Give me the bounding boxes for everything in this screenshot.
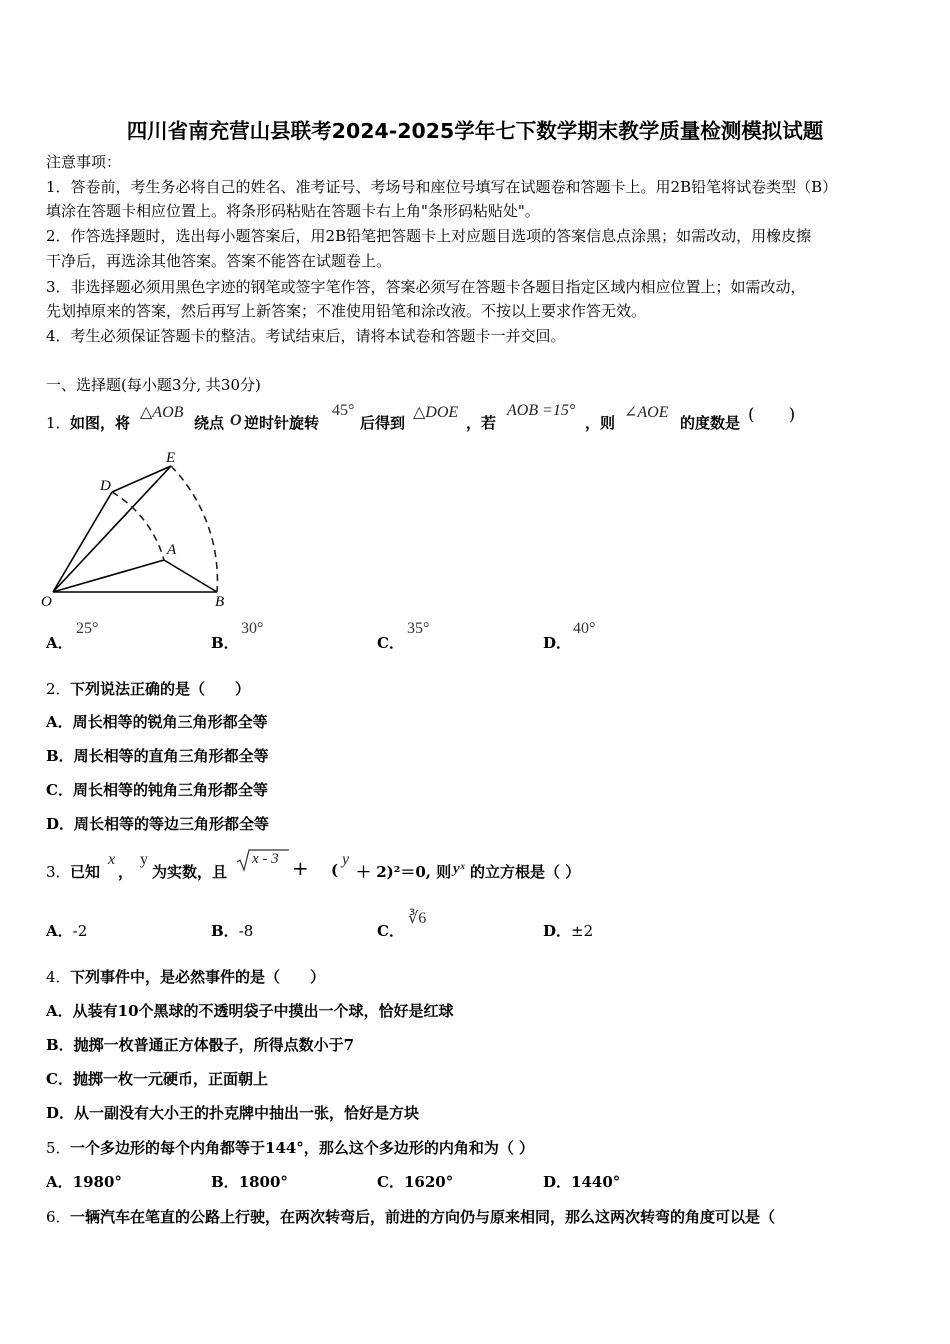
notice-line: 3．非选择题必须用黑色字迹的钢笔或签字笔作答，答案必须写在答题卡各题目指定区域内相应位置上；如需改动， bbox=[46, 278, 806, 296]
segment-oe bbox=[53, 466, 171, 592]
notice-line: 2．作答选择题时，选出每小题答案后，用2B铅笔把答题卡上对应题目选项的答案信息点涂黑；如需改动，用橡皮擦 bbox=[46, 227, 812, 245]
q1-math-given: AOB =15° bbox=[507, 402, 576, 419]
q1-text: 绕点 bbox=[194, 414, 225, 432]
q5-option-a[interactable]: A．1980° bbox=[46, 1173, 122, 1191]
q1-option-a[interactable]: A． bbox=[46, 634, 73, 652]
q3-var-y: y bbox=[140, 851, 148, 868]
q1-text: 如图，将 bbox=[70, 414, 131, 432]
q1-figure bbox=[38, 450, 238, 612]
q1-option-d[interactable]: D． bbox=[543, 634, 572, 652]
q4-option-d[interactable]: D．从一副没有大小王的扑克牌中抽出一张，恰好是方块 bbox=[46, 1104, 420, 1122]
notice-line: 1．答卷前，考生务必将自己的姓名、准考证号、考场号和座位号填写在试题卷和答题卡上。用2B铅笔将试卷类型（B） bbox=[46, 178, 838, 196]
q4-option-b[interactable]: B．抛掷一枚普通正方体骰子，所得点数小于7 bbox=[46, 1036, 355, 1054]
q6-number: 6． bbox=[46, 1208, 71, 1226]
q3-number: 3． bbox=[46, 863, 71, 881]
q1-text: ，则 bbox=[585, 414, 616, 432]
q1-option-b[interactable]: B． bbox=[211, 634, 239, 652]
q3-option-b[interactable]: B．-8 bbox=[211, 922, 254, 940]
q1-answer-paren: ( ) bbox=[748, 405, 796, 425]
q1-text: 逆时针旋转 bbox=[244, 414, 320, 432]
q1-option-a-value: 25° bbox=[76, 620, 99, 637]
q3-sqrt-radicand: x - 3 bbox=[252, 851, 279, 867]
q2-number: 2． bbox=[46, 680, 71, 698]
q5-option-c[interactable]: C．1620° bbox=[377, 1173, 454, 1191]
q3-option-d[interactable]: D．±2 bbox=[543, 922, 594, 940]
q3-option-c[interactable]: C． bbox=[377, 922, 404, 940]
q2-option-b[interactable]: B．周长相等的直角三角形都全等 bbox=[46, 747, 269, 765]
q2-option-c[interactable]: C．周长相等的钝角三角形都全等 bbox=[46, 781, 268, 799]
q2-option-d[interactable]: D．周长相等的等边三角形都全等 bbox=[46, 815, 270, 833]
q1-math-aoe: ∠AOE bbox=[624, 404, 669, 421]
segment-de bbox=[112, 466, 171, 492]
q3-var-x: x bbox=[108, 851, 116, 868]
q3-plus: + bbox=[292, 856, 309, 880]
q4-option-a[interactable]: A．从装有10个黑球的不透明袋子中摸出一个球，恰好是红球 bbox=[46, 1002, 454, 1020]
q2-text: 下列说法正确的是（ ） bbox=[70, 680, 251, 698]
q5-number: 5． bbox=[46, 1139, 71, 1157]
label-a: A bbox=[167, 542, 177, 558]
label-b: B bbox=[215, 594, 225, 610]
q3-option-c-value: ∛6 bbox=[408, 910, 427, 927]
q1-option-c[interactable]: C． bbox=[377, 634, 404, 652]
q1-math-doe: △DOE bbox=[413, 404, 459, 421]
notice-line: 先划掉原来的答案，然后再写上新答案；不准使用铅笔和涂改液。不按以上要求作答无效。 bbox=[46, 302, 647, 320]
q3-text: ＋ 2)²＝0, 则 bbox=[356, 863, 452, 881]
q1-option-c-value: 35° bbox=[407, 620, 430, 637]
q3-text: 已知 bbox=[70, 863, 101, 881]
label-d: D bbox=[100, 478, 111, 494]
q6-text: 一辆汽车在笔直的公路上行驶，在两次转弯后，前进的方向仍与原来相同，那么这两次转弯的角度可以是（ bbox=[70, 1208, 776, 1226]
q5-text: 一个多边形的每个内角都等于144°，那么这个多边形的内角和为（ ） bbox=[70, 1139, 535, 1157]
q3-var-y2: y bbox=[342, 851, 350, 868]
q1-text: ，若 bbox=[466, 414, 497, 432]
q5-option-d[interactable]: D．1440° bbox=[543, 1173, 621, 1191]
label-o: O bbox=[41, 594, 52, 610]
q3-comma: ， bbox=[118, 863, 134, 881]
segment-ab bbox=[164, 560, 217, 592]
q1-number: 1． bbox=[46, 414, 71, 432]
q1-option-b-value: 30° bbox=[241, 620, 264, 637]
q4-number: 4． bbox=[46, 968, 71, 986]
q1-option-d-value: 40° bbox=[573, 620, 596, 637]
q4-option-c[interactable]: C．抛掷一枚一元硬币，正面朝上 bbox=[46, 1070, 268, 1088]
q5-option-b[interactable]: B．1800° bbox=[211, 1173, 288, 1191]
notice-heading: 注意事项： bbox=[46, 153, 122, 171]
q3-var-yx: yˣ bbox=[453, 861, 465, 877]
notice-line: 4．考生必须保证答题卡的整洁。考试结束后，请将本试卷和答题卡一并交回。 bbox=[46, 327, 566, 345]
q3-option-a[interactable]: A．-2 bbox=[46, 922, 88, 940]
section-heading: 一、选择题(每小题3分, 共30分) bbox=[46, 376, 261, 394]
q3-text: 的立方根是（ ） bbox=[470, 863, 581, 881]
arc-eb bbox=[171, 466, 217, 592]
q1-math-angle: 45° bbox=[332, 402, 355, 419]
q3-text: 为实数，且 bbox=[152, 863, 228, 881]
page-title: 四川省南充营山县联考2024-2025学年七下数学期末教学质量检测模拟试题 bbox=[126, 119, 824, 143]
q1-text: 后得到 bbox=[360, 414, 406, 432]
q4-text: 下列事件中，是必然事件的是（ ） bbox=[70, 968, 326, 986]
notice-line: 填涂在答题卡相应位置上。将条形码粘贴在答题卡右上角"条形码粘贴处"。 bbox=[46, 202, 540, 220]
q1-text: 的度数是 bbox=[680, 414, 741, 432]
label-e: E bbox=[166, 450, 176, 466]
q1-point-o: O bbox=[230, 412, 242, 429]
notice-line: 干净后，再选涂其他答案。答案不能答在试题卷上。 bbox=[46, 252, 392, 270]
q2-option-a[interactable]: A．周长相等的锐角三角形都全等 bbox=[46, 713, 268, 731]
q1-math-aob: △AOB bbox=[140, 404, 184, 421]
q3-paren-open: ( bbox=[331, 861, 339, 879]
